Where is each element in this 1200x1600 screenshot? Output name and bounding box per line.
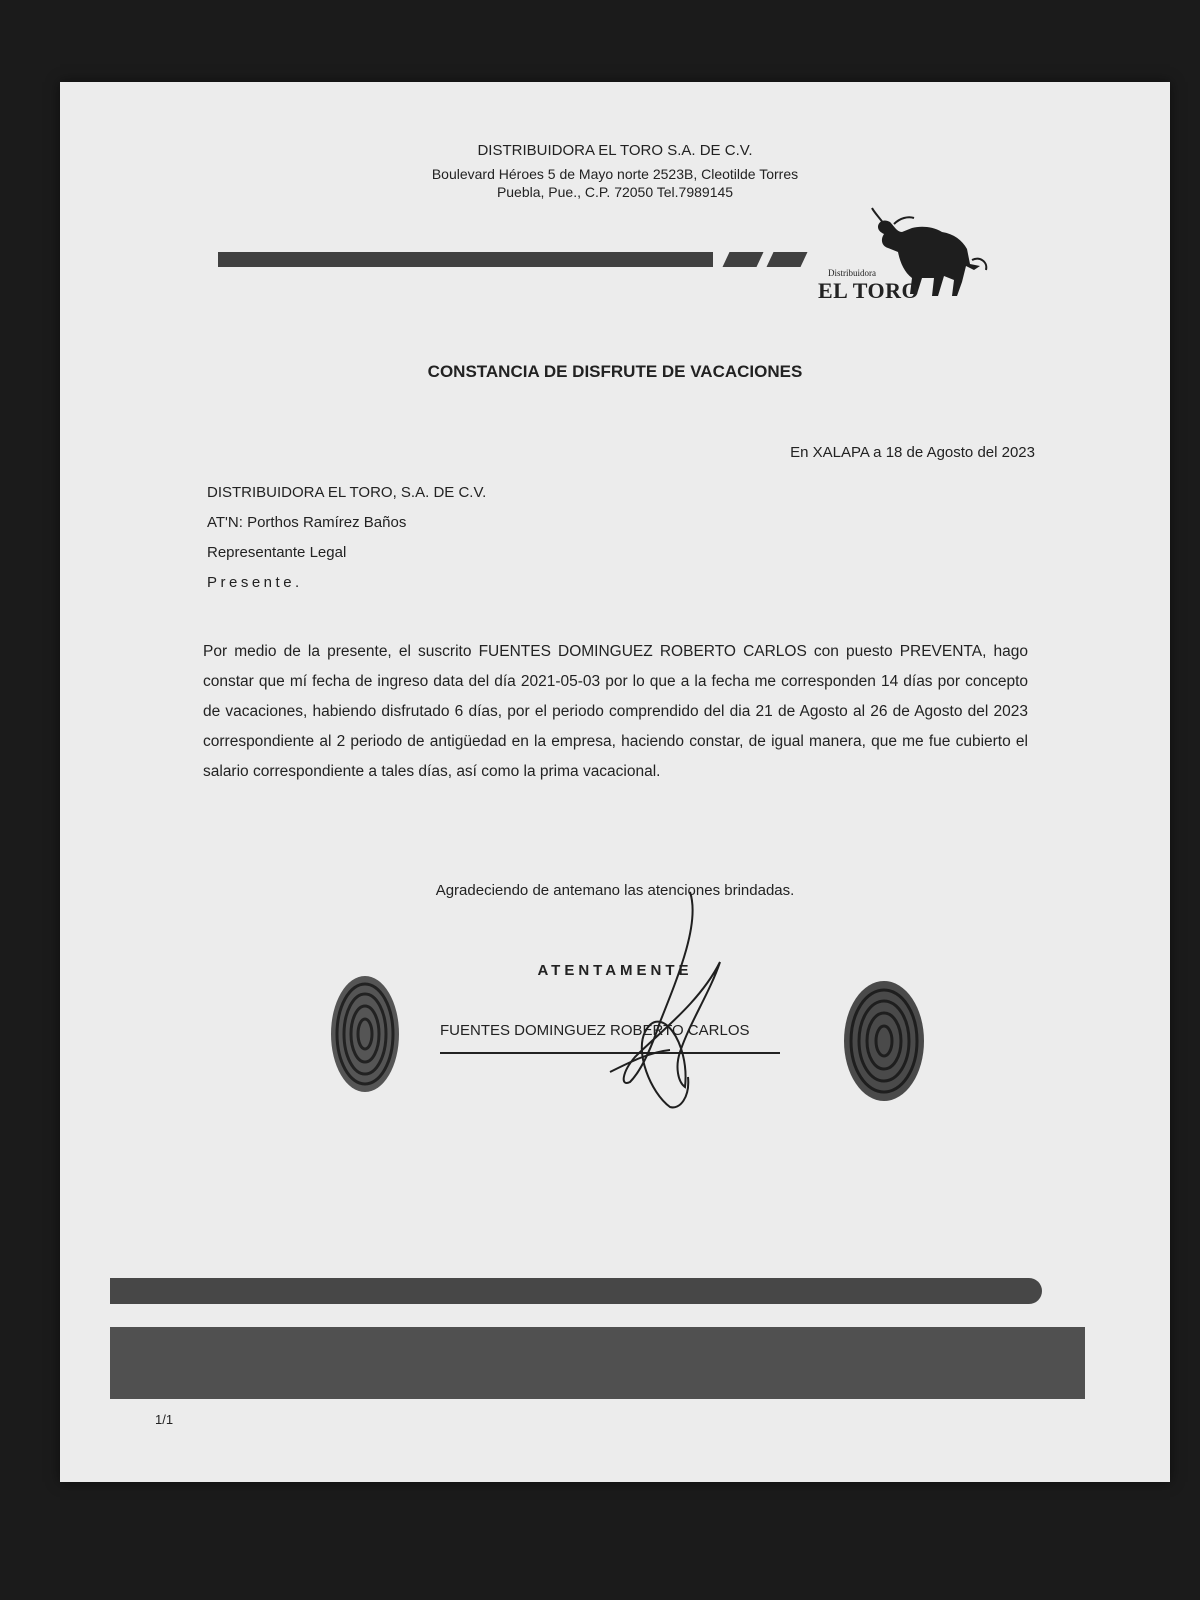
date-line: En XALAPA a 18 de Agosto del 2023 [790, 444, 1035, 461]
document-page [60, 82, 1170, 1482]
logo-text: EL TORO [818, 278, 920, 303]
fingerprint-left [325, 972, 405, 1097]
logo-small-text: Distribuidora [828, 268, 876, 278]
sign-off: ATENTAMENTE [537, 962, 693, 979]
signature-mark [550, 882, 750, 1112]
footer-bar-thin [110, 1278, 1042, 1304]
company-address-line2: Puebla, Pue., C.P. 72050 Tel.7989145 [496, 184, 734, 200]
header-bar [218, 252, 713, 267]
company-name: DISTRIBUIDORA EL TORO S.A. DE C.V. [477, 142, 753, 159]
closing-line: Agradeciendo de antemano las atenciones brindadas. [435, 882, 795, 899]
header-bar-segment [723, 252, 764, 267]
recipient-present: Presente. [207, 574, 303, 591]
signer-name: FUENTES DOMINGUEZ ROBERTO CARLOS [440, 1022, 750, 1039]
body-paragraph: Por medio de la presente, el suscrito FUENTES DOMINGUEZ ROBERTO CARLOS con puesto PREVENTA, hago constar que mí fecha de ingreso data del día 2021-05-03 por lo que a la fecha me corresponden 14 días por concepto de vacaciones, habiendo disfrutado 6 días, por el periodo comprendido del dia 21 de Agosto al 26 de Agosto del 2023 correspondiente al 2 periodo de antigüedad en la empresa, haciendo constar, de igual manera, que me fue cubierto el salario correspondiente a tales días, así como la prima vacacional. [203, 643, 1028, 780]
recipient-company: DISTRIBUIDORA EL TORO, S.A. DE C.V. [207, 484, 487, 501]
recipient-role: Representante Legal [207, 544, 347, 561]
fingerprint-right [838, 977, 930, 1105]
company-address-line1: Boulevard Héroes 5 de Mayo norte 2523B, Cleotilde Torres [431, 166, 799, 182]
page-number: 1/1 [155, 1412, 174, 1427]
footer-bar-thick [110, 1327, 1085, 1399]
recipient-attention: AT'N: Porthos Ramírez Baños [207, 514, 407, 531]
document-title: CONSTANCIA DE DISFRUTE DE VACACIONES [427, 362, 803, 381]
